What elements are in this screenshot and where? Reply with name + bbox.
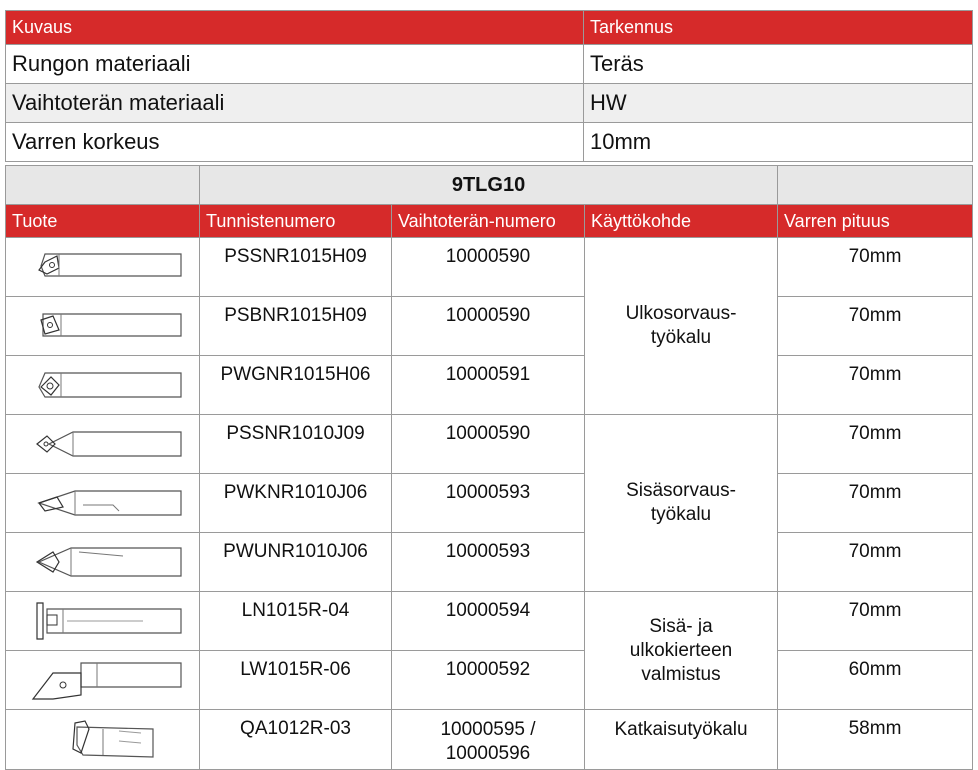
spec-row	[6, 123, 973, 162]
product-id: PWKNR1010J06	[200, 474, 392, 533]
spec-header-detail: Tarkennus	[584, 11, 973, 45]
product-id: PSBNR1015H09	[200, 297, 392, 356]
spec-value: HW	[584, 84, 973, 123]
product-id: LW1015R-06	[200, 651, 392, 710]
spec-row	[6, 84, 973, 123]
insert-number: 10000592	[392, 651, 585, 710]
insert-number: 10000590	[392, 238, 585, 297]
product-id: PSSNR1010J09	[200, 415, 392, 474]
header-product: Tuote	[6, 205, 200, 238]
insert-number: 10000590	[392, 415, 585, 474]
shank-length: 70mm	[778, 238, 973, 297]
threading-tool-ln-icon	[23, 599, 183, 643]
insert-number: 10000593	[392, 533, 585, 592]
shank-length: 58mm	[778, 710, 973, 770]
product-image	[6, 710, 200, 770]
spec-table	[5, 10, 973, 162]
product-id: LN1015R-04	[200, 592, 392, 651]
group-row	[6, 166, 973, 205]
shank-length: 70mm	[778, 356, 973, 415]
table-row	[6, 356, 973, 415]
header-length: Varren pituus	[778, 205, 973, 238]
spec-row	[6, 45, 973, 84]
insert-number: 10000591	[392, 356, 585, 415]
spec-value: 10mm	[584, 123, 973, 162]
usage-text: Sisä- ja ulkokierteen valmistus	[629, 615, 733, 685]
boring-tool-wknr-icon	[23, 481, 183, 525]
spec-header-description: Kuvaus	[6, 11, 584, 45]
spec-value: Teräs	[584, 45, 973, 84]
product-header-row	[6, 205, 973, 238]
header-usage: Käyttökohde	[585, 205, 778, 238]
insert-number: 10000595 / 10000596	[392, 710, 585, 770]
product-id: QA1012R-03	[200, 710, 392, 770]
shank-length: 60mm	[778, 651, 973, 710]
shank-length: 70mm	[778, 533, 973, 592]
turning-tool-wgnr-icon	[23, 363, 183, 407]
shank-length: 70mm	[778, 592, 973, 651]
table-row	[6, 474, 973, 533]
insert-number: 10000593	[392, 474, 585, 533]
threading-tool-lw-icon	[23, 655, 183, 705]
insert-number: 10000594	[392, 592, 585, 651]
table-row	[6, 592, 973, 651]
turning-tool-sbnr-icon	[23, 304, 183, 348]
turning-tool-ssnr-icon	[23, 244, 183, 290]
table-row	[6, 415, 973, 474]
product-table	[5, 165, 973, 770]
boring-tool-wunr-icon	[23, 540, 183, 584]
table-row	[6, 533, 973, 592]
usage-text: Katkaisutyökalu	[614, 719, 748, 740]
spec-label: Rungon materiaali	[6, 45, 584, 84]
product-image	[6, 474, 200, 533]
shank-length: 70mm	[778, 297, 973, 356]
table-row	[6, 710, 973, 770]
usage-group	[585, 238, 778, 415]
product-image	[6, 415, 200, 474]
product-image	[6, 533, 200, 592]
product-image	[6, 238, 200, 297]
product-id: PWGNR1015H06	[200, 356, 392, 415]
spec-header-row	[6, 11, 973, 45]
parting-tool-qa-icon	[23, 715, 183, 765]
table-row	[6, 297, 973, 356]
product-id: PWUNR1010J06	[200, 533, 392, 592]
insert-number: 10000590	[392, 297, 585, 356]
usage-group	[585, 710, 778, 770]
shank-length: 70mm	[778, 474, 973, 533]
spec-label: Varren korkeus	[6, 123, 584, 162]
header-insert: Vaihtoterän-numero	[392, 205, 585, 238]
product-image	[6, 356, 200, 415]
shank-length: 70mm	[778, 415, 973, 474]
product-image	[6, 297, 200, 356]
spec-label: Vaihtoterän materiaali	[6, 84, 584, 123]
boring-tool-ssnr-icon	[23, 422, 183, 466]
table-row	[6, 238, 973, 297]
group-spacer	[778, 166, 973, 205]
product-image	[6, 651, 200, 710]
group-spacer	[6, 166, 200, 205]
usage-text: Ulkosorvaus- työkalu	[625, 303, 737, 348]
usage-group	[585, 415, 778, 592]
usage-group	[585, 592, 778, 710]
group-title: 9TLG10	[200, 166, 778, 205]
table-row	[6, 651, 973, 710]
product-id: PSSNR1015H09	[200, 238, 392, 297]
usage-text: Sisäsorvaus- työkalu	[626, 480, 736, 525]
product-image	[6, 592, 200, 651]
header-id: Tunnistenumero	[200, 205, 392, 238]
